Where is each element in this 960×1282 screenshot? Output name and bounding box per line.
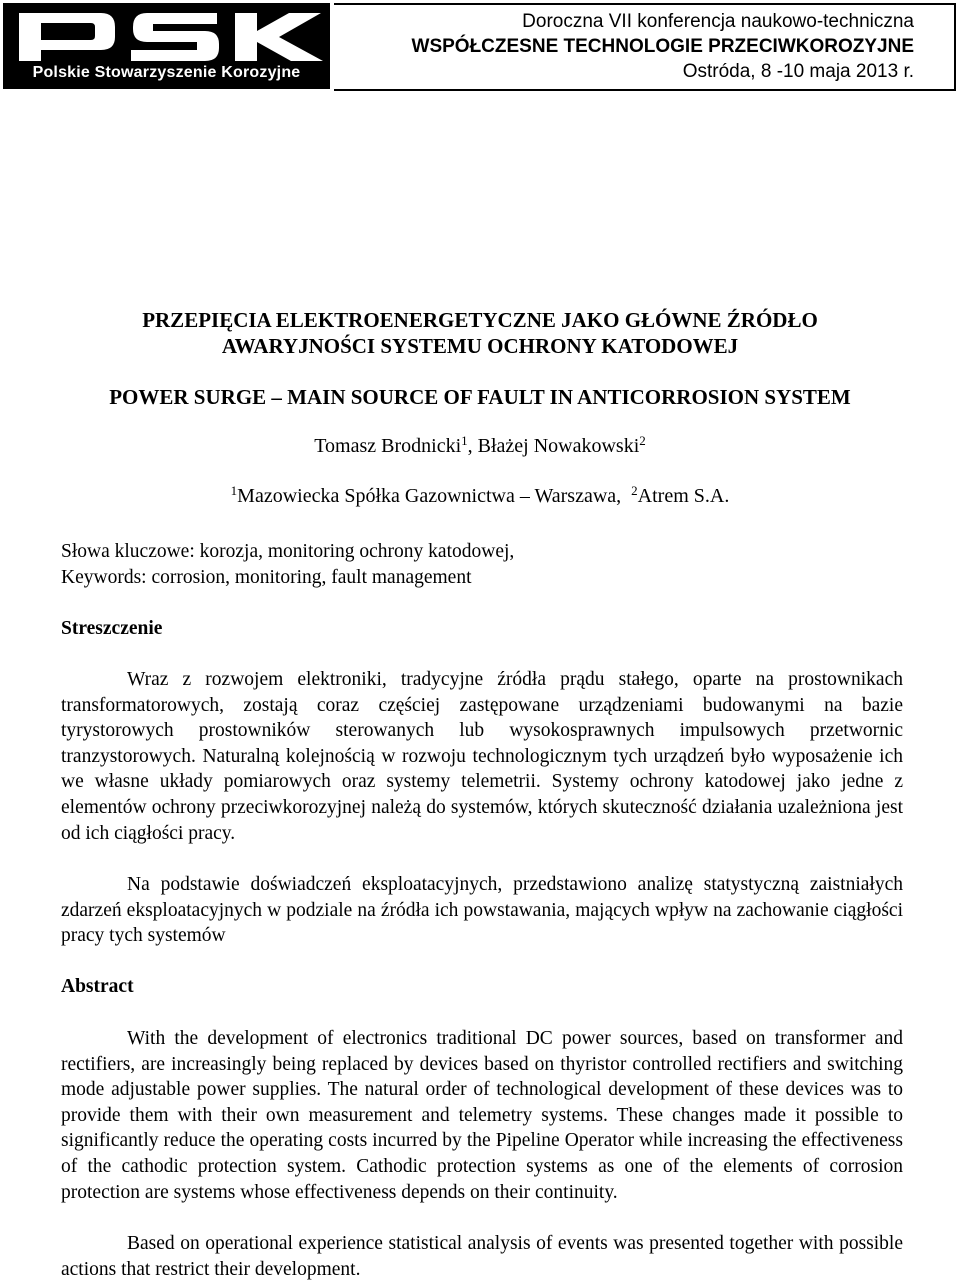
streszczenie-paragraph-1: Wraz z rozwojem elektroniki, tradycyjne źródła prądu stałego, oparte na prostownikach transformatorowych, zostają coraz częściej zastępowane urządzeniami budowanymi na bazie tyrystorowych prostowników sterowanych lub wysokosprawnych impulsowych przetwornic tranzystorowych. Naturalną kolejnością w rozwoju technologicznym tych urządzeń było wyposażenie ich we własne układy pomiarowych oraz systemy telemetrii. Systemy ochrony katodowej jako jedne z elementów ochrony przeciwkorozyjnej należą do systemów, których skuteczność działania uzależniona jest od ich ciągłości pracy. <box>61 669 903 844</box>
keywords-polish: Słowa kluczowe: korozja, monitoring ochrony katodowej, <box>61 541 515 562</box>
author-1-affil-mark: 1 <box>461 433 468 448</box>
affil-2: Atrem S.A. <box>637 485 730 507</box>
title-polish-line-2: AWARYJNOŚCI SYSTEMU OCHRONY KATODOWEJ <box>221 334 739 358</box>
streszczenie-heading: Streszczenie <box>61 618 163 639</box>
logo-subtitle: Polskie Stowarzyszenie Korozyjne <box>32 64 301 81</box>
author-separator: , <box>467 435 478 457</box>
conference-line-1: Doroczna VII konferencja naukowo-techniczna <box>522 11 914 32</box>
title-english: POWER SURGE – MAIN SOURCE OF FAULT IN ANTICORROSION SYSTEM <box>109 385 851 409</box>
authors-line <box>0 435 960 458</box>
conference-line-2: WSPÓŁCZESNE TECHNOLOGIE PRZECIWKOROZYJNE <box>411 36 914 57</box>
page-header <box>0 0 960 92</box>
psk-logo-letters <box>3 7 330 65</box>
affil-1: Mazowiecka Spółka Gazownictwa – Warszawa, <box>237 485 632 507</box>
affiliations-line <box>0 485 960 508</box>
abstract-paragraph-2: Based on operational experience statistical analysis of events was presented together with possible actions that restrict their development. <box>61 1233 903 1280</box>
affil-1-mark: 1 <box>230 483 238 498</box>
keywords-english: Keywords: corrosion, monitoring, fault management <box>61 567 472 588</box>
abstract-heading: Abstract <box>61 976 134 997</box>
title-polish-line-1: PRZEPIĘCIA ELEKTROENERGETYCZNE JAKO GŁÓWNE ŹRÓDŁO <box>142 308 818 332</box>
streszczenie-paragraph-2: Na podstawie doświadczeń eksploatacyjnych, przedstawiono analizę statystyczną zaistniałych zdarzeń eksploatacyjnych w podziale na źródła ich powstawania, mających wpływ na zachowanie ciągłości pracy tych systemów <box>61 874 903 947</box>
author-2-affil-mark: 2 <box>639 433 646 448</box>
author-1: Tomasz Brodnicki <box>314 435 462 457</box>
abstract-paragraph-1: With the development of electronics traditional DC power sources, based on transformer and rectifiers, are increasingly being replaced by devices based on thyristor controlled rectifiers and switching mode adjustable power supplies. The natural order of technological development of these devices was to provide them with their own measurement and telemetry systems. These changes made it possible to significantly reduce the operating costs incurred by the Pipeline Operator while increasing the effectiveness of the cathodic protection system. Cathodic protection systems as one of the elements of corrosion protection are systems whose effectiveness depends on their continuity. <box>61 1028 903 1203</box>
conference-info-box <box>334 3 956 91</box>
psk-logo <box>3 3 330 89</box>
conference-line-3: Ostróda, 8 -10 maja 2013 r. <box>682 61 914 82</box>
affil-2-mark: 2 <box>631 483 638 498</box>
author-2: Błażej Nowakowski <box>477 435 640 457</box>
